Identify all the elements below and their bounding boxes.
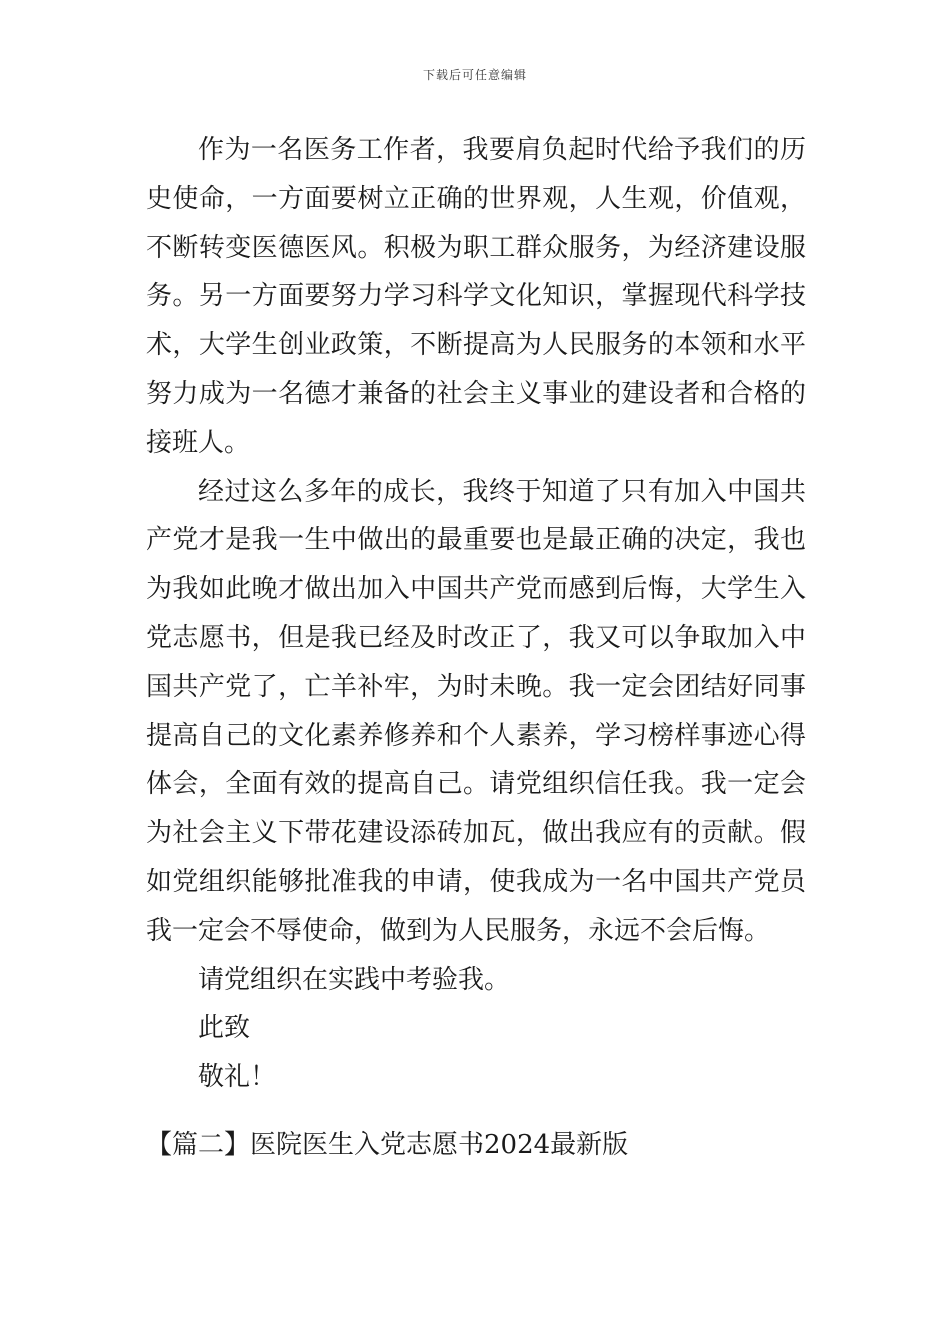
paragraph-1: 作为一名医务工作者，我要肩负起时代给予我们的历史使命，一方面要树立正确的世界观，人生观，价值观，不断转变医德医风。积极为职工群众服务，为经济建设服务。另一方面要努力学习科学文化知识，掌握现代科学技术，大学生创业政策，不断提高为人民服务的本领和水平努力成为一名德才兼备的社会主义事业的建设者和合格的接班人。 [146, 135, 806, 458]
closing-request: 请党组织在实践中考验我。 [198, 964, 511, 995]
closing-salutation: 此致 [198, 1013, 251, 1044]
paragraph-2: 经过这么多年的成长，我终于知道了只有加入中国共产党才是我一生中做出的最重要也是最正确的决定，我也为我如此晚才做出加入中国共产党而感到后悔，大学生入党志愿书，但是我已经及时改正了，我又可以争取加入中国共产党了，亡羊补牢，为时未晚。我一定会团结好同事提高自己的文化素养修养和个人素养，学习榜样事迹心得体会，全面有效的提高自己。请党组织信任我。我一定会为社会主义下带花建设添砖加瓦，做出我应有的贡献。假如党组织能够批准我的申请，使我成为一名中国共产党员我一定会不辱使命，做到为人民服务，永远不会后悔。 [146, 476, 806, 946]
closing-respect: 敬礼！ [198, 1062, 277, 1093]
header-note: 下载后可任意编辑 [422, 68, 527, 82]
document-body [146, 126, 806, 1102]
section-heading: 【篇二】医院医生入党志愿书2024最新版 [146, 1130, 629, 1160]
